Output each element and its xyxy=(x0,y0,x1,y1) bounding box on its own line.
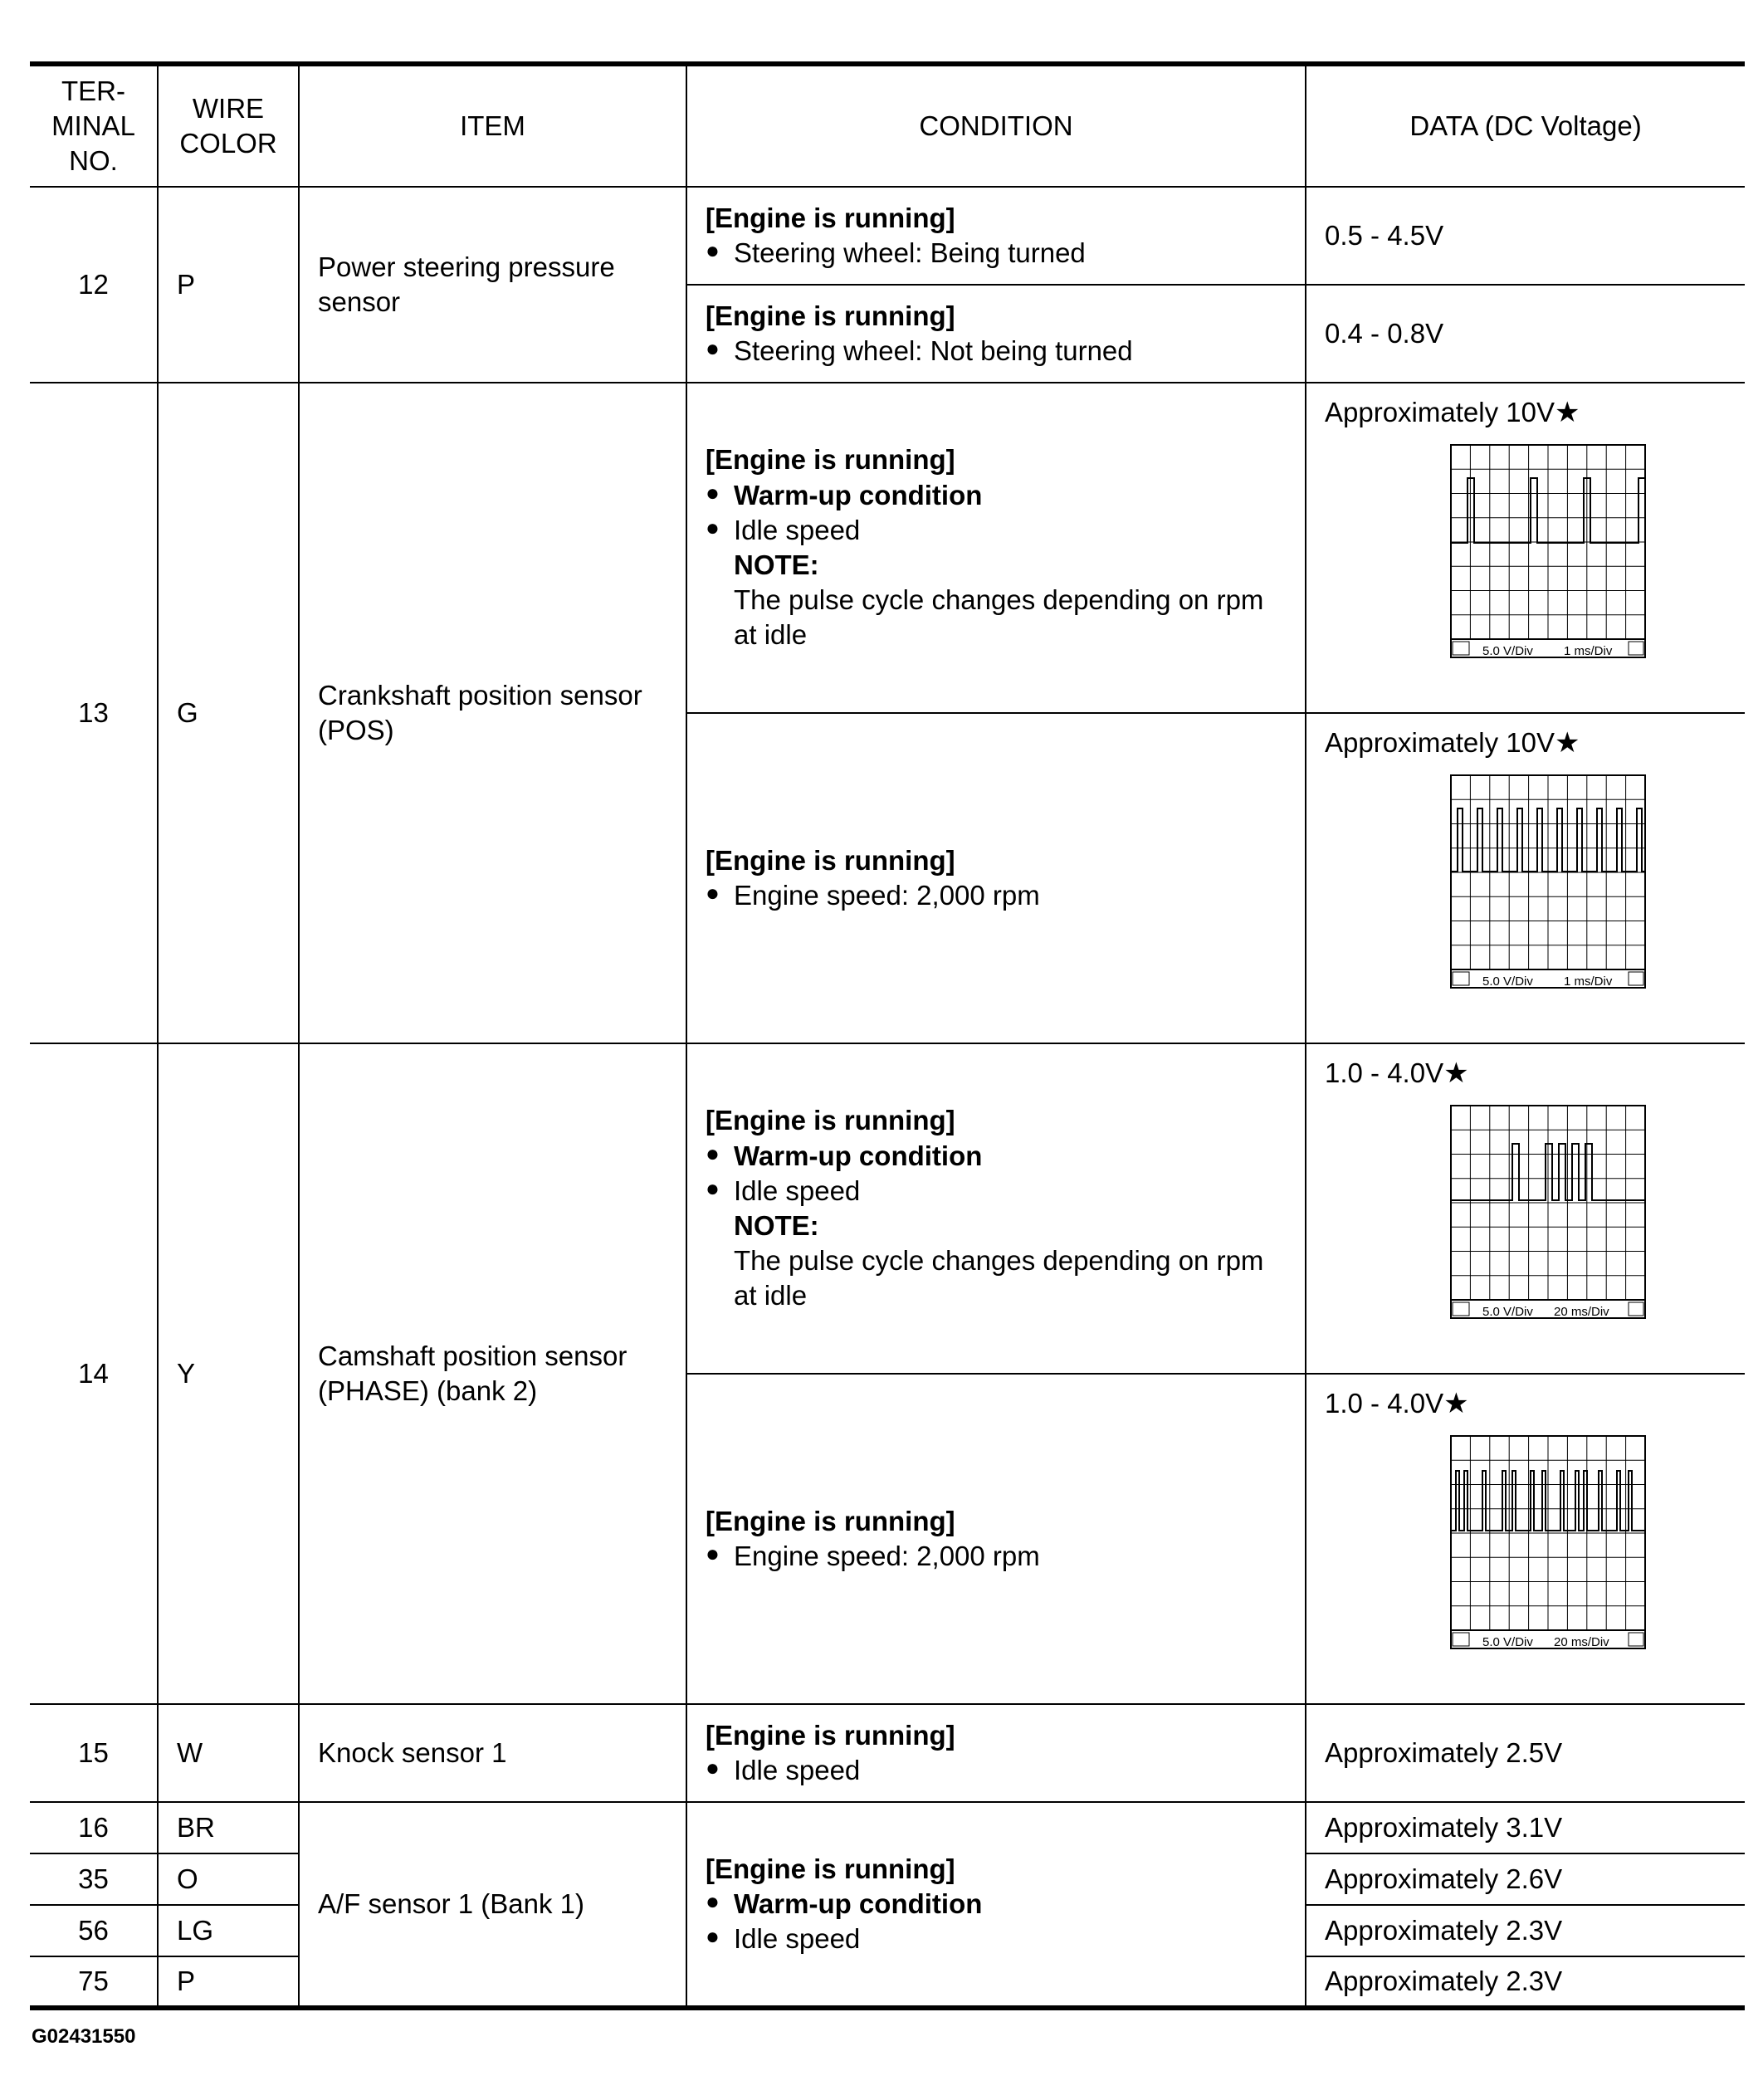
terminal-no: 16 xyxy=(30,1802,158,1853)
item: Power steering pressure sensor xyxy=(299,187,686,383)
wire-color: G xyxy=(158,383,299,1043)
header-wire-line: COLOR xyxy=(179,128,277,159)
terminal-no: 35 xyxy=(30,1853,158,1905)
data-value: 0.5 - 4.5V xyxy=(1306,187,1745,285)
data-value: Approximately 3.1V xyxy=(1306,1802,1745,1853)
data-value: 1.0 - 4.0V xyxy=(1325,1388,1444,1419)
terminal-no: 75 xyxy=(30,1956,158,2008)
scope-wrap xyxy=(1325,1092,1726,1321)
header-terminal-line: TER- xyxy=(61,75,125,106)
note-text: The pulse cycle changes depending on rpm at idle xyxy=(734,1245,1264,1311)
oscilloscope-waveform xyxy=(1448,1102,1648,1321)
wire-color: W xyxy=(158,1704,299,1802)
condition-bullet: ● Idle speed xyxy=(706,513,1287,548)
note-label: NOTE: xyxy=(734,549,819,580)
terminal-no: 13 xyxy=(30,383,158,1043)
scope-time-div: 1 ms/Div xyxy=(1564,643,1613,658)
scope-footer-frame xyxy=(1451,639,1645,657)
note-label: NOTE: xyxy=(734,1210,819,1241)
condition-cell xyxy=(686,383,1306,713)
condition-cell xyxy=(686,1802,1306,2008)
scope-footer xyxy=(1451,1630,1645,1648)
data-value: Approximately 10V xyxy=(1325,397,1555,427)
condition-heading: [Engine is running] xyxy=(706,1105,955,1136)
header-terminal-line: MINAL xyxy=(51,110,135,141)
condition-heading: [Engine is running] xyxy=(706,1853,955,1884)
condition-bullet: ● Engine speed: 2,000 rpm xyxy=(706,878,1287,913)
data-value: Approximately 2.6V xyxy=(1306,1853,1745,1905)
item: A/F sensor 1 (Bank 1) xyxy=(299,1802,686,2008)
scope-volt-div: 5.0 V/Div xyxy=(1482,974,1533,989)
star-icon: ★ xyxy=(1443,1388,1469,1419)
scope-wrap xyxy=(1325,432,1726,661)
terminal-no: 12 xyxy=(30,187,158,383)
scope-volt-div: 5.0 V/Div xyxy=(1482,643,1533,658)
data-cell xyxy=(1306,713,1745,1043)
condition-cell xyxy=(686,1704,1306,1802)
note-text: The pulse cycle changes depending on rpm at idle xyxy=(734,584,1264,651)
star-icon: ★ xyxy=(1443,1057,1469,1089)
condition-cell xyxy=(686,1043,1306,1374)
condition-bullet: ● Steering wheel: Being turned xyxy=(706,236,1287,271)
terminal-data-table xyxy=(30,61,1745,2010)
scope-wrap xyxy=(1325,1423,1726,1652)
condition-bullet: ● Steering wheel: Not being turned xyxy=(706,334,1287,369)
condition-bullet: ● Idle speed xyxy=(706,1753,1287,1788)
header-wire-color xyxy=(158,64,299,187)
oscilloscope-waveform xyxy=(1448,1433,1648,1652)
table-row xyxy=(30,1704,1745,1802)
data-cell xyxy=(1306,1374,1745,1704)
header-wire-line: WIRE xyxy=(192,92,265,124)
data-value: Approximately 2.3V xyxy=(1306,1905,1745,1956)
header-terminal-no xyxy=(30,64,158,187)
data-value: Approximately 10V xyxy=(1325,727,1555,758)
item: Camshaft position sensor (PHASE) (bank 2) xyxy=(299,1043,686,1704)
condition-bullet: ● Engine speed: 2,000 rpm xyxy=(706,1539,1287,1574)
scope-footer xyxy=(1451,1300,1645,1318)
terminal-no: 15 xyxy=(30,1704,158,1802)
condition-cell xyxy=(686,713,1306,1043)
scope-volt-div: 5.0 V/Div xyxy=(1482,1304,1533,1319)
scope-footer-frame xyxy=(1451,1300,1645,1318)
scope-wrap xyxy=(1325,762,1726,991)
table-row xyxy=(30,1802,1745,1853)
star-icon: ★ xyxy=(1554,397,1580,428)
wire-color: Y xyxy=(158,1043,299,1704)
condition-heading: [Engine is running] xyxy=(706,844,955,876)
condition-heading: [Engine is running] xyxy=(706,202,955,233)
header-condition: CONDITION xyxy=(686,64,1306,187)
condition-cell xyxy=(686,1374,1306,1704)
table-row xyxy=(30,1043,1745,1374)
data-value: Approximately 2.3V xyxy=(1306,1956,1745,2008)
item: Knock sensor 1 xyxy=(299,1704,686,1802)
table-row xyxy=(30,383,1745,713)
wire-color: LG xyxy=(158,1905,299,1956)
scope-grid xyxy=(1451,1106,1645,1300)
scope-footer xyxy=(1451,969,1645,988)
scope-grid xyxy=(1451,1436,1645,1630)
scope-time-div: 20 ms/Div xyxy=(1554,1634,1609,1649)
oscilloscope-waveform xyxy=(1448,772,1648,991)
wire-color: BR xyxy=(158,1802,299,1853)
header-data: DATA (DC Voltage) xyxy=(1306,64,1745,187)
oscilloscope-waveform xyxy=(1448,442,1648,661)
data-cell xyxy=(1306,383,1745,713)
data-value: Approximately 2.5V xyxy=(1306,1704,1745,1802)
data-value: 1.0 - 4.0V xyxy=(1325,1057,1444,1088)
condition-heading: [Engine is running] xyxy=(706,444,955,476)
table-row xyxy=(30,187,1745,285)
scope-footer-frame xyxy=(1451,969,1645,988)
header-terminal-line: NO. xyxy=(69,145,118,177)
scope-footer xyxy=(1451,639,1645,657)
star-icon: ★ xyxy=(1554,727,1580,759)
wire-color: O xyxy=(158,1853,299,1905)
condition-heading: [Engine is running] xyxy=(706,1505,955,1536)
condition-bullet: ● Warm-up condition xyxy=(706,478,1287,513)
condition-cell xyxy=(686,285,1306,383)
wire-color: P xyxy=(158,1956,299,2008)
data-cell xyxy=(1306,1043,1745,1374)
condition-bullet: ● Idle speed xyxy=(706,1922,1287,1956)
header-row xyxy=(30,64,1745,187)
item: Crankshaft position sensor (POS) xyxy=(299,383,686,1043)
data-value: 0.4 - 0.8V xyxy=(1306,285,1745,383)
wire-color: P xyxy=(158,187,299,383)
scope-time-div: 20 ms/Div xyxy=(1554,1304,1609,1319)
condition-bullet: ● Warm-up condition xyxy=(706,1139,1287,1174)
scope-time-div: 1 ms/Div xyxy=(1564,974,1613,989)
figure-id: G02431550 xyxy=(32,2025,136,2048)
condition-heading: [Engine is running] xyxy=(706,300,955,331)
terminal-no: 14 xyxy=(30,1043,158,1704)
scope-volt-div: 5.0 V/Div xyxy=(1482,1634,1533,1649)
header-item: ITEM xyxy=(299,64,686,187)
condition-heading: [Engine is running] xyxy=(706,1719,955,1751)
condition-bullet: ● Idle speed xyxy=(706,1174,1287,1209)
condition-bullet: ● Warm-up condition xyxy=(706,1887,1287,1922)
terminal-no: 56 xyxy=(30,1905,158,1956)
scope-footer-frame xyxy=(1451,1630,1645,1648)
condition-cell xyxy=(686,187,1306,285)
terminal-data-table-container xyxy=(30,61,1745,2010)
